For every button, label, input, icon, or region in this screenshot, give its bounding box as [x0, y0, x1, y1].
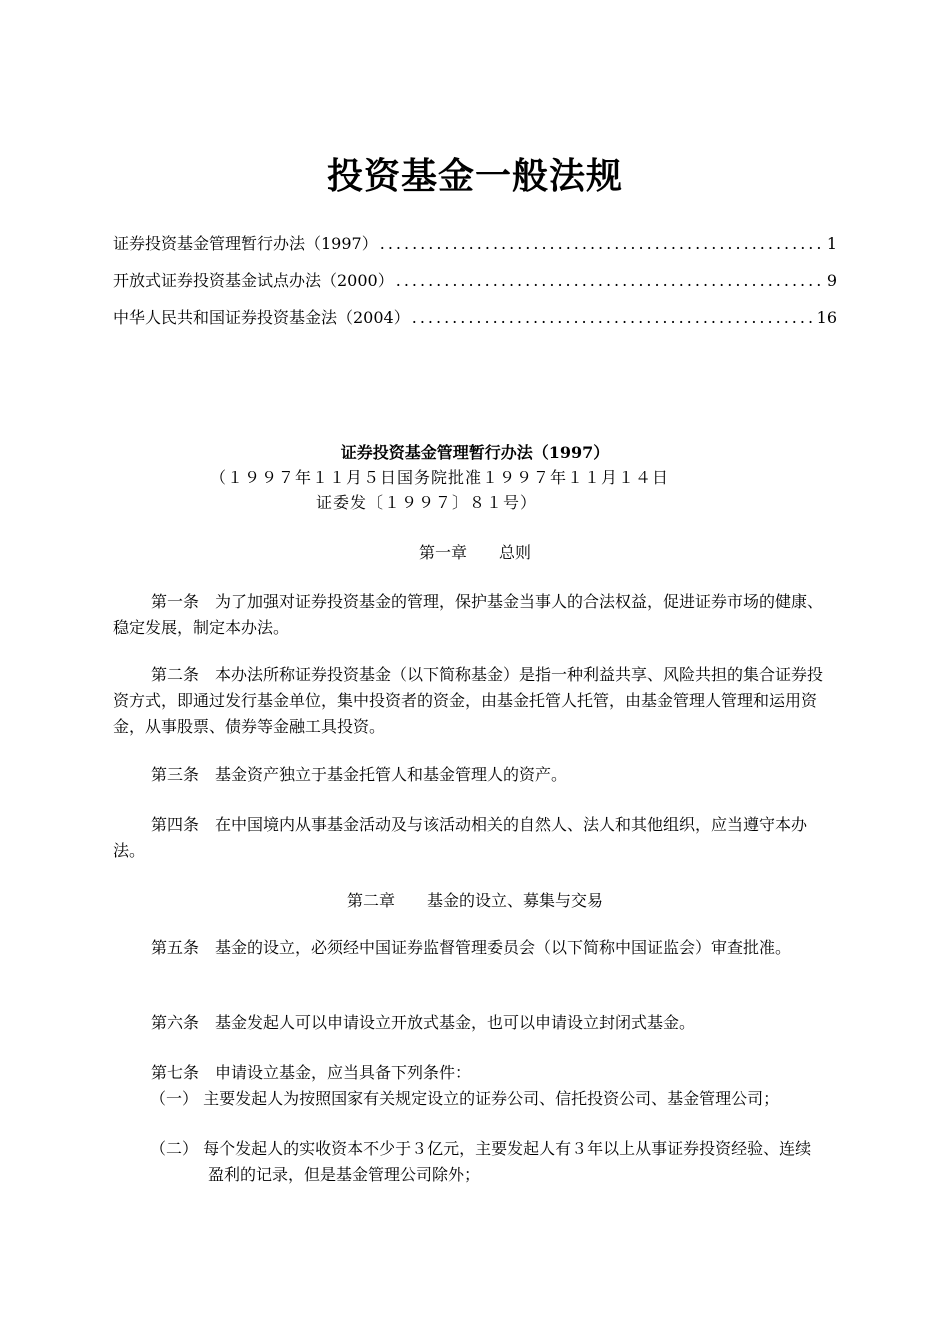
chapter-heading [0, 888, 950, 911]
approval-line: （１９９７年１１月５日国务院批准１９９７年１１月１４日 [210, 468, 670, 487]
toc-entry-label[interactable]: 中华人民共和国证券投资基金法（2004） [113, 308, 410, 327]
page-title: 投资基金一般法规 [326, 155, 623, 197]
toc-leader-dots [380, 232, 825, 256]
article-label: 第三条 [151, 765, 200, 784]
article-label: 第一条 [151, 592, 200, 611]
article [113, 762, 827, 788]
toc-entry-page: 9 [826, 271, 837, 290]
article [113, 935, 827, 961]
chapter-name: 总则 [499, 543, 532, 562]
chapter-label: 第二章 [346, 891, 395, 910]
article [113, 1060, 827, 1086]
article [113, 589, 827, 641]
document-heading: 证券投资基金管理暂行办法（1997） [340, 443, 610, 462]
toc-entry-label[interactable]: 证券投资基金管理暂行办法（1997） [113, 234, 378, 253]
article [113, 662, 827, 740]
toc-entry[interactable] [113, 269, 837, 306]
article [113, 1010, 827, 1036]
condition-item [150, 1086, 827, 1112]
table-of-contents [113, 232, 837, 343]
article-text: 申请设立基金，应当具备下列条件： [215, 1063, 472, 1082]
toc-leader-dots [396, 269, 825, 293]
article-text: 在中国境内从事基金活动及与该活动相关的自然人、法人和其他组织，应当遵守本办法。 [113, 815, 808, 860]
article-text: 基金的设立，必须经中国证券监督管理委员会（以下简称中国证监会）审查批准。 [215, 938, 792, 957]
toc-entry[interactable] [113, 306, 837, 343]
condition-item [150, 1136, 827, 1188]
condition-text: 主要发起人为按照国家有关规定设立的证券公司、信托投资公司、基金管理公司； [203, 1089, 780, 1108]
article-text: 基金资产独立于基金托管人和基金管理人的资产。 [215, 765, 568, 784]
article-label: 第六条 [151, 1013, 200, 1032]
condition-marker: （一） [150, 1089, 199, 1108]
toc-entry-page: 1 [826, 234, 837, 253]
chapter-name: 基金的设立、募集与交易 [427, 891, 604, 910]
article-text: 基金发起人可以申请设立开放式基金，也可以申请设立封闭式基金。 [215, 1013, 696, 1032]
approval-line: 证委发〔１９９７〕８１号） [316, 493, 538, 512]
article-label: 第五条 [151, 938, 200, 957]
chapter-heading [0, 540, 950, 563]
article-text: 为了加强对证券投资基金的管理，保护基金当事人的合法权益，促进证券市场的健康、稳定发展，制定本办法。 [113, 592, 824, 637]
condition-text: 每个发起人的实收资本不少于３亿元，主要发起人有３年以上从事证券投资经验、连续盈利的记录，但是基金管理公司除外； [203, 1139, 812, 1184]
toc-entry[interactable] [113, 232, 837, 269]
article-text: 本办法所称证券投资基金（以下简称基金）是指一种利益共享、风险共担的集合证券投资方式，即通过发行基金单位，集中投资者的资金，由基金托管人托管，由基金管理人管理和运用资金，从事股票、债券等金融工具投资。 [113, 665, 824, 736]
condition-marker: （二） [150, 1139, 199, 1158]
article-label: 第七条 [151, 1063, 200, 1082]
toc-entry-label[interactable]: 开放式证券投资基金试点办法（2000） [113, 271, 394, 290]
article [113, 812, 827, 864]
toc-entry-page: 16 [816, 308, 837, 327]
article-label: 第二条 [151, 665, 200, 684]
toc-leader-dots [412, 306, 815, 330]
chapter-label: 第一章 [418, 543, 467, 562]
article-label: 第四条 [151, 815, 200, 834]
